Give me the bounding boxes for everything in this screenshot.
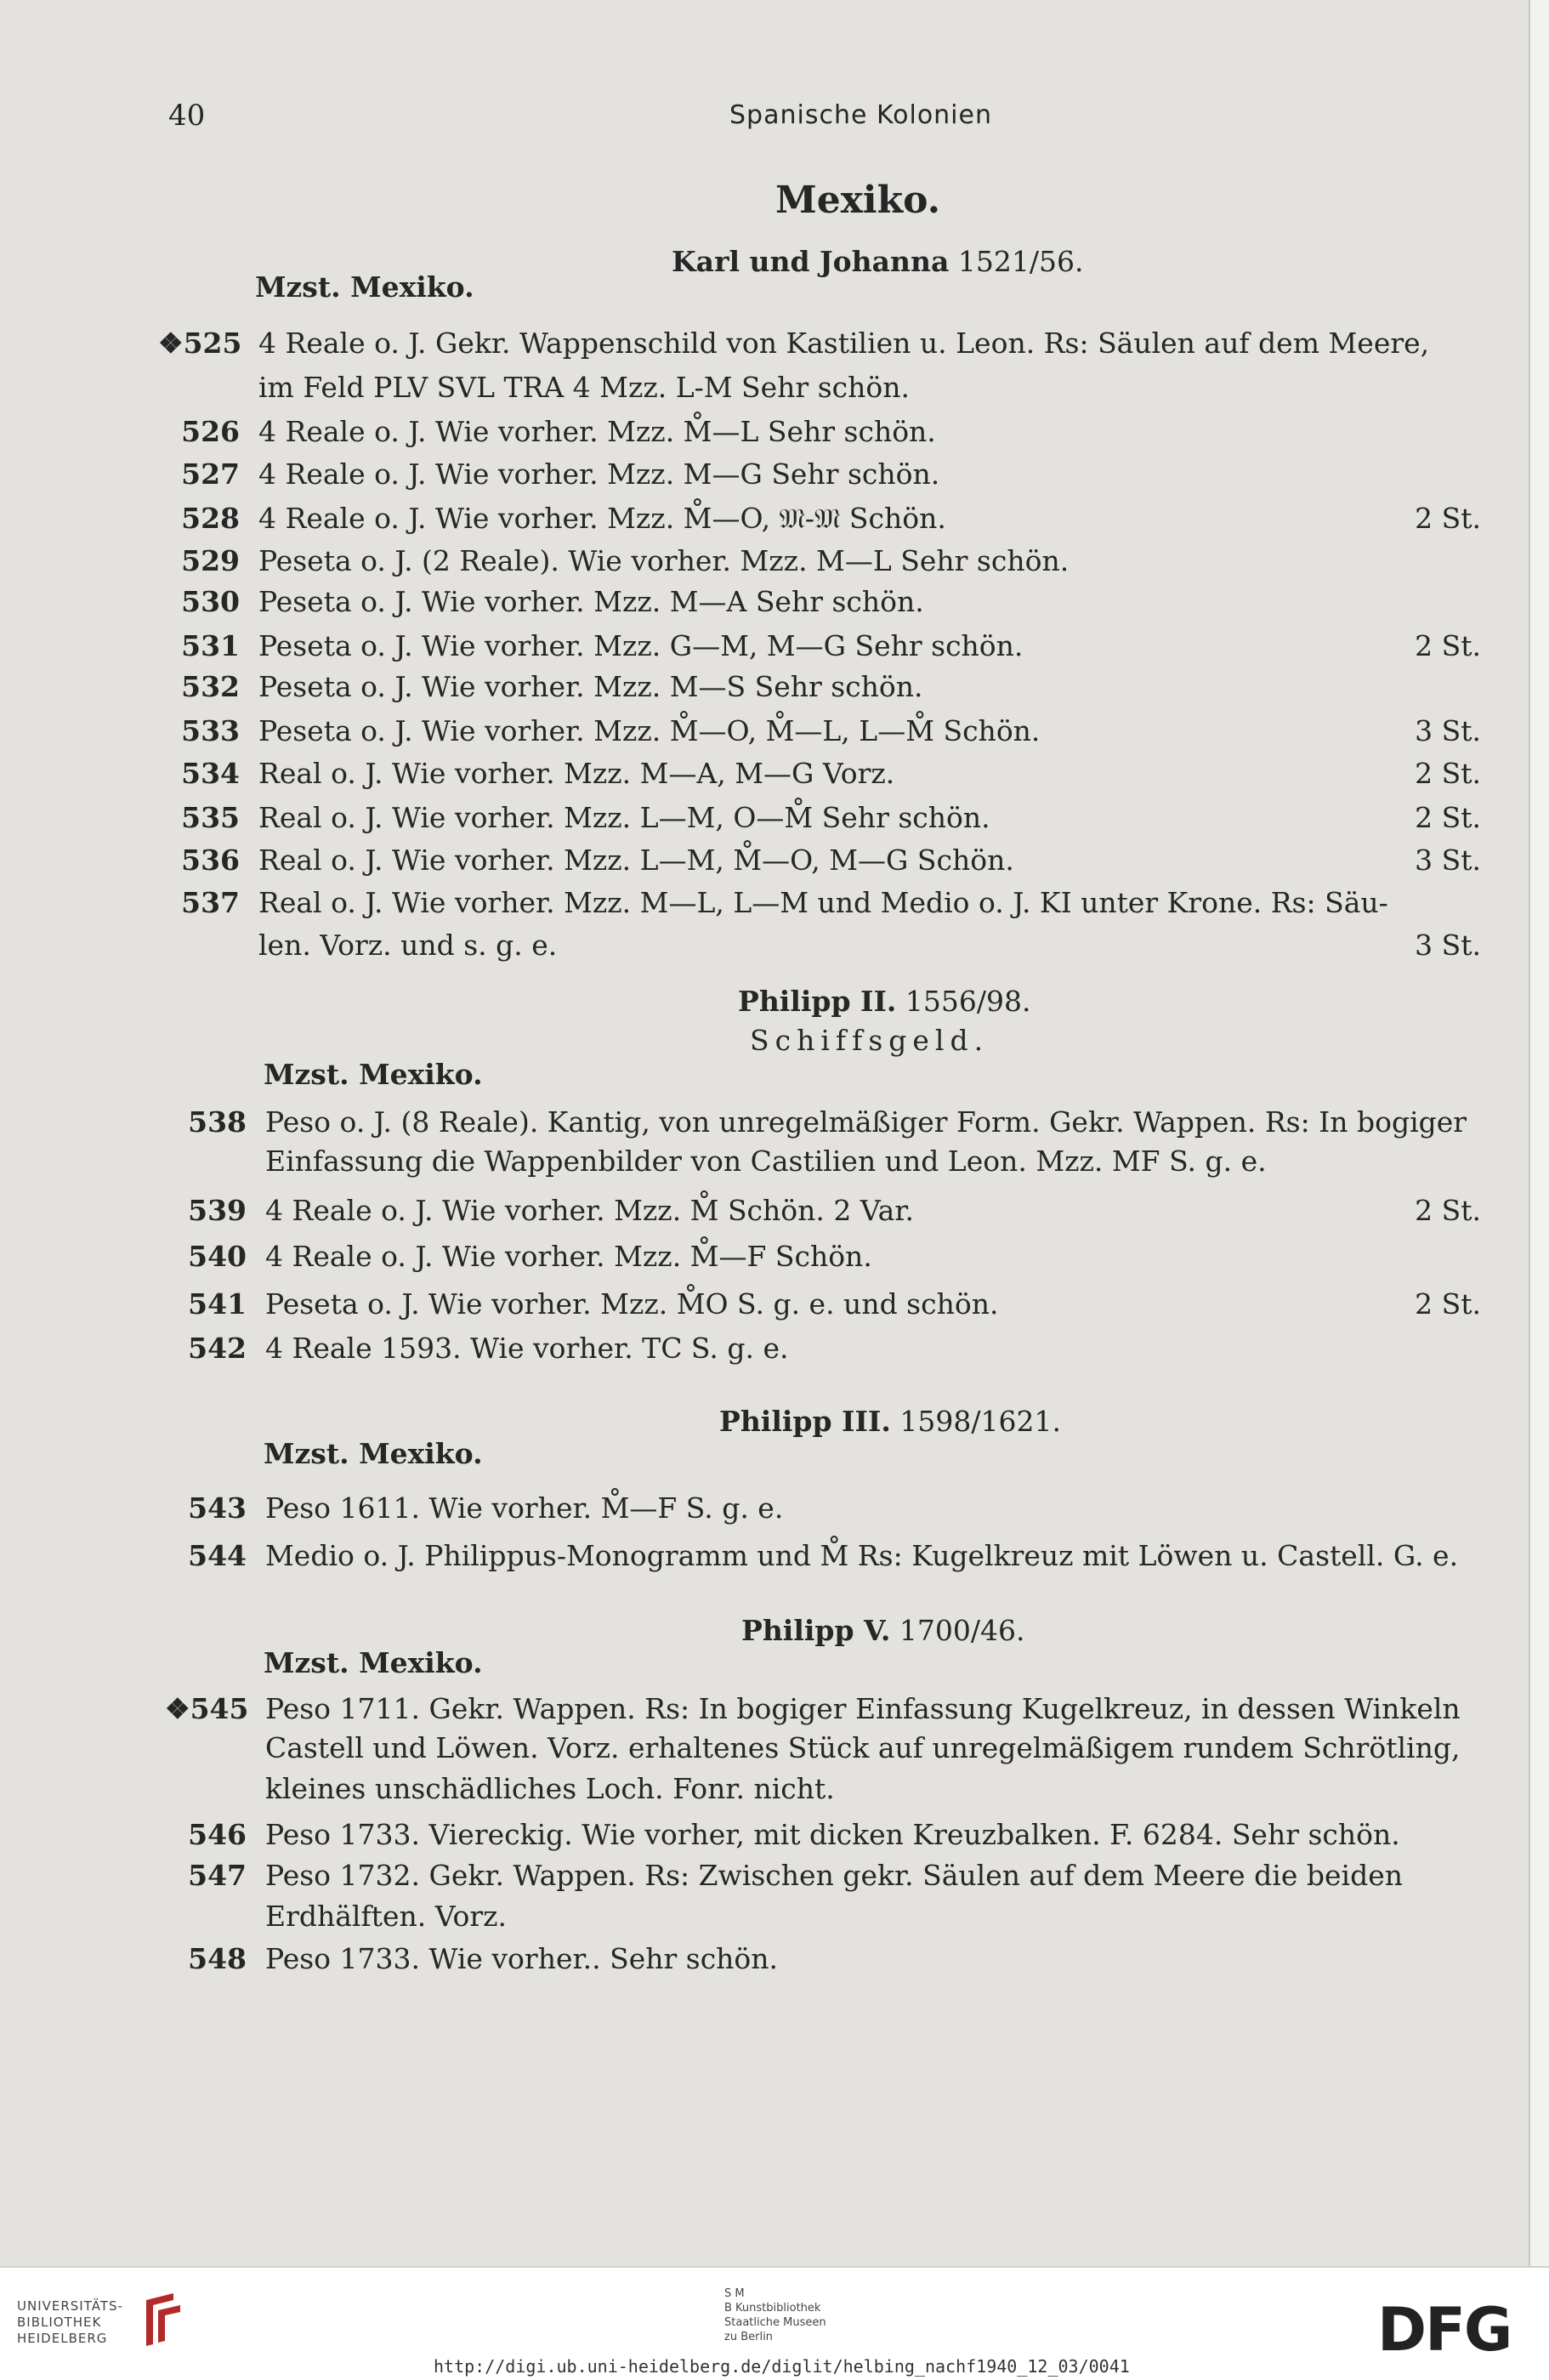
entry-text: Medio o. J. Philippus-Monogramm und M̊ Rs: Kugelkreuz mit Löwen u. Castell. G. e. <box>265 1539 1459 1572</box>
reign-heading-philipp-iii <box>719 1405 1061 1438</box>
entry-text: 4 Reale 1593. Wie vorher. TC S. g. e. <box>265 1332 789 1365</box>
entry-text: Peseta o. J. (2 Reale). Wie vorher. Mzz. M—L Sehr schön. <box>258 544 1070 577</box>
entry-number: 531 <box>181 629 240 662</box>
reign-heading-philipp-v <box>741 1614 1024 1647</box>
running-head: Spanische Kolonien <box>729 100 992 130</box>
entry-number: 530 <box>181 585 240 618</box>
entry-text: Peso 1733. Wie vorher.. Sehr schön. <box>265 1942 779 1975</box>
entry-number: 539 <box>188 1194 247 1227</box>
entry-number: 548 <box>188 1942 247 1975</box>
entry-text: 4 Reale o. J. Gekr. Wappenschild von Kastilien u. Leon. Rs: Säulen auf dem Meere, <box>258 327 1430 360</box>
entry-number: 537 <box>181 886 240 919</box>
entry-number: 533 <box>181 714 240 747</box>
entry-number: 532 <box>181 670 240 703</box>
entry-number: 534 <box>181 757 240 790</box>
entry-quantity: 2 St. <box>1415 757 1481 790</box>
reign-years: 1521/56. <box>957 245 1084 278</box>
entry-quantity: 3 St. <box>1415 714 1481 747</box>
reign-years: 1700/46. <box>899 1614 1025 1647</box>
entry-text: Peso 1732. Gekr. Wappen. Rs: Zwischen gekr. Säulen auf dem Meere die beiden <box>265 1859 1403 1892</box>
entry-text: Erdhälften. Vorz. <box>265 1900 508 1933</box>
entry-number: ❖525 <box>158 327 242 360</box>
page-number: 40 <box>168 99 206 133</box>
entry-text: Peseta o. J. Wie vorher. Mzz. M—S Sehr schön. <box>258 670 923 703</box>
section-subtitle: Schiffsgeld. <box>750 1024 990 1057</box>
entry-quantity: 2 St. <box>1415 1287 1481 1321</box>
reign-ruler: Karl und Johanna <box>672 245 950 278</box>
entry-quantity: 2 St. <box>1415 801 1481 834</box>
university-library-text: UNIVERSITÄTS- BIBLIOTHEK HEIDELBERG <box>17 2298 123 2346</box>
entry-text: Peseta o. J. Wie vorher. Mzz. M—A Sehr schön. <box>258 585 924 618</box>
dfg-logo: DFG <box>1377 2295 1512 2365</box>
reign-ruler: Philipp V. <box>741 1614 891 1647</box>
footer-bar <box>0 2266 1549 2380</box>
entry-number: 538 <box>188 1105 247 1139</box>
entry-number: 535 <box>181 801 240 834</box>
entry-number: ❖545 <box>165 1692 249 1725</box>
mint-label: Mzst. Mexiko. <box>264 1646 483 1679</box>
mint-label: Mzst. Mexiko. <box>264 1058 483 1091</box>
page-title: Mexiko. <box>775 179 941 222</box>
source-url: http://digi.ub.uni-heidelberg.de/diglit/helbing_nachf1940_12_03/0041 <box>434 2356 1130 2377</box>
entry-text: Real o. J. Wie vorher. Mzz. M—A, M—G Vorz. <box>258 757 895 790</box>
entry-quantity: 3 St. <box>1415 929 1481 962</box>
entry-number: 547 <box>188 1859 247 1892</box>
reign-years: 1556/98. <box>905 985 1031 1018</box>
reign-heading-karl <box>672 245 1083 278</box>
reign-ruler: Philipp III. <box>719 1405 891 1438</box>
entry-number: 529 <box>181 544 240 577</box>
reign-heading-philipp-ii <box>738 985 1031 1018</box>
entry-number: 528 <box>181 502 240 535</box>
entry-text: Castell und Löwen. Vorz. erhaltenes Stück auf unregelmäßigem rundem Schrötling, <box>265 1731 1461 1764</box>
entry-number: 546 <box>188 1818 247 1851</box>
entry-quantity: 2 St. <box>1415 629 1481 662</box>
entry-text: len. Vorz. und s. g. e. <box>258 929 558 962</box>
entry-text: Peso o. J. (8 Reale). Kantig, von unregelmäßiger Form. Gekr. Wappen. Rs: In bogiger <box>265 1105 1467 1139</box>
entry-text: 4 Reale o. J. Wie vorher. Mzz. M—G Sehr schön. <box>258 457 940 491</box>
entry-text: Real o. J. Wie vorher. Mzz. M—L, L—M und Medio o. J. KI unter Krone. Rs: Säu- <box>258 886 1388 919</box>
entry-number: 526 <box>181 415 240 448</box>
reign-years: 1598/1621. <box>899 1405 1061 1438</box>
university-logo-icon <box>139 2292 187 2351</box>
entry-text: Peso 1711. Gekr. Wappen. Rs: In bogiger Einfassung Kugelkreuz, in dessen Winkeln <box>265 1692 1461 1725</box>
entry-text: Real o. J. Wie vorher. Mzz. L—M, M̊—O, M—G Schön. <box>258 844 1014 877</box>
entry-number: 541 <box>188 1287 247 1321</box>
entry-text: Peseta o. J. Wie vorher. Mzz. M̊—O, M̊—L, L—M̊ Schön. <box>258 714 1041 747</box>
entry-text: Peso 1733. Viereckig. Wie vorher, mit dicken Kreuzbalken. F. 6284. Sehr schön. <box>265 1818 1400 1851</box>
entry-number: 544 <box>188 1539 247 1572</box>
entry-number: 540 <box>188 1240 247 1273</box>
entry-text: 4 Reale o. J. Wie vorher. Mzz. M̊—F Schön. <box>265 1240 872 1273</box>
entry-text: kleines unschädliches Loch. Fonr. nicht. <box>265 1772 835 1805</box>
entry-text: Einfassung die Wappenbilder von Castilien und Leon. Mzz. MF S. g. e. <box>265 1145 1267 1178</box>
entry-text: Real o. J. Wie vorher. Mzz. L—M, O—M̊ Sehr schön. <box>258 801 990 834</box>
entry-number: 542 <box>188 1332 247 1365</box>
reign-ruler: Philipp II. <box>738 985 897 1018</box>
entry-number: 543 <box>188 1491 247 1525</box>
entry-number: 527 <box>181 457 240 491</box>
entry-text: 4 Reale o. J. Wie vorher. Mzz. M̊—L Sehr schön. <box>258 415 936 448</box>
entry-quantity: 3 St. <box>1415 844 1481 877</box>
mint-label: Mzst. Mexiko. <box>255 270 474 304</box>
entry-text: im Feld PLV SVL TRA 4 Mzz. L-M Sehr schön. <box>258 371 910 404</box>
entry-text: Peseta o. J. Wie vorher. Mzz. M̊O S. g. e. und schön. <box>265 1287 999 1321</box>
page-edge <box>1529 0 1549 2266</box>
entry-text: 4 Reale o. J. Wie vorher. Mzz. M̊—O, 𝔐-𝔐 Schön. <box>258 502 946 535</box>
entry-number: 536 <box>181 844 240 877</box>
entry-quantity: 2 St. <box>1415 1194 1481 1227</box>
smb-kunstbibliothek-text: S M B Kunstbibliothek Staatliche Museen zu Berlin <box>724 2287 826 2343</box>
entry-text: Peseta o. J. Wie vorher. Mzz. G—M, M—G Sehr schön. <box>258 629 1024 662</box>
entry-text: 4 Reale o. J. Wie vorher. Mzz. M̊ Schön. 2 Var. <box>265 1194 914 1227</box>
mint-label: Mzst. Mexiko. <box>264 1437 483 1470</box>
entry-quantity: 2 St. <box>1415 502 1481 535</box>
entry-text: Peso 1611. Wie vorher. M̊—F S. g. e. <box>265 1491 784 1525</box>
